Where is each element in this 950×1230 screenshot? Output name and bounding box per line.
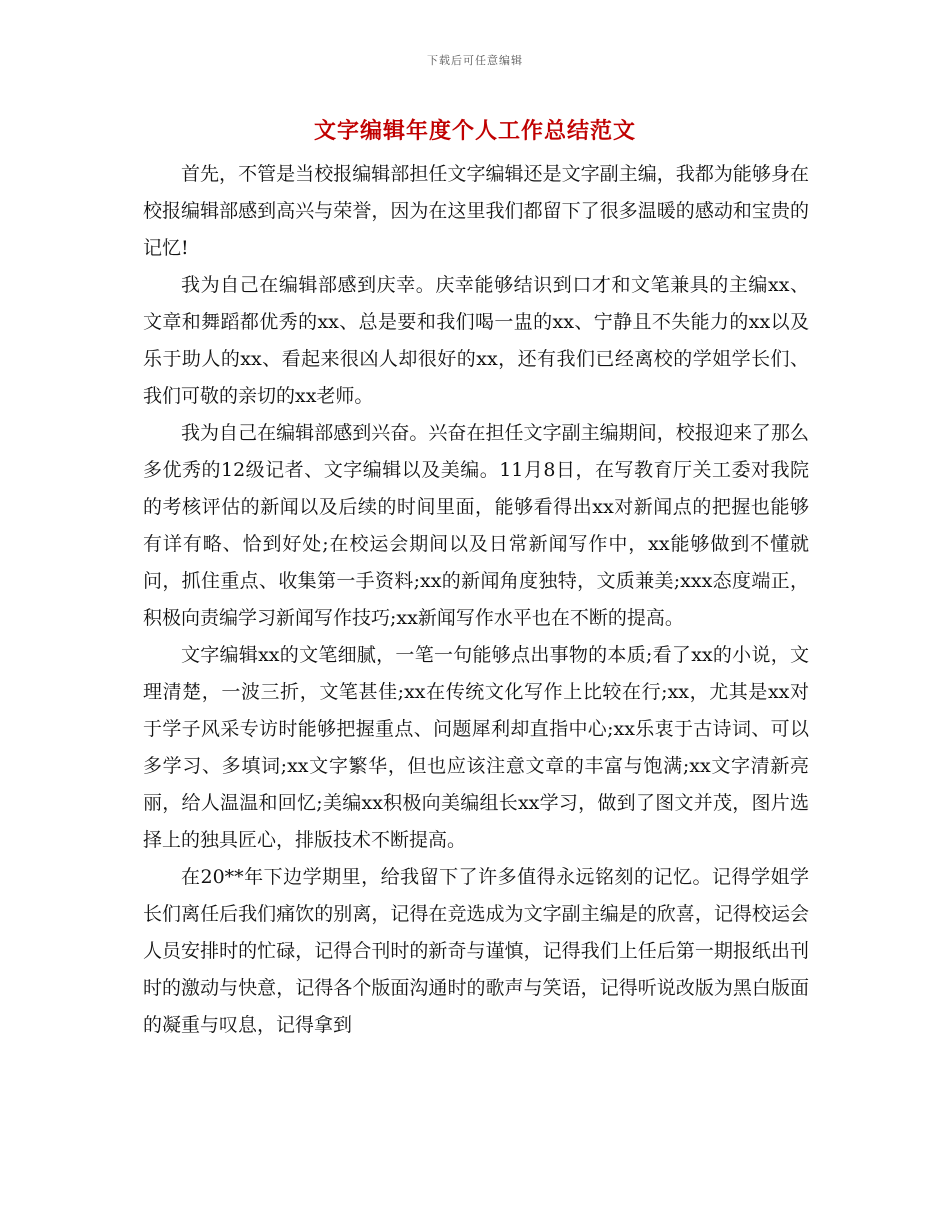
paragraph: 首先，不管是当校报编辑部担任文字编辑还是文字副主编，我都为能够身在校报编辑部感到高兴与荣誉，因为在这里我们都留下了很多温暖的感动和宝贵的记忆!	[143, 163, 809, 259]
paragraph: 在20**年下边学期里，给我留下了许多值得永远铭刻的记忆。记得学姐学长们离任后我们痛饮的别离，记得在竞选成为文字副主编是的欣喜，记得校运会人员安排时的忙碌，记得合刊时的新奇与谨慎，记得我们上任后第一期报纸出刊时的激动与快意，记得各个版面沟通时的歌声与笑语，记得听说改版为黑白版面的凝重与叹息，记得拿到	[143, 866, 809, 1036]
paragraph: 文字编辑xx的文笔细腻，一笔一句能够点出事物的本质;看了xx的小说，文理清楚，一波三折，文笔甚佳;xx在传统文化写作上比较在行;xx，尤其是xx对于学子风采专访时能够把握重点、问题犀利却直指中心;xx乐衷于古诗词、可以多学习、多填词;xx文字繁华，但也应该注意文章的丰富与饱满;xx文字清新亮丽，给人温温和回忆;美编xx积极向美编组长xx学习，做到了图文并茂，图片选择上的独具匠心，排版技术不断提高。	[143, 644, 809, 851]
paragraph: 我为自己在编辑部感到兴奋。兴奋在担任文字副主编期间，校报迎来了那么多优秀的12级记者、文字编辑以及美编。11月8日，在写教育厅关工委对我院的考核评估的新闻以及后续的时间里面，能够看得出xx对新闻点的把握也能够有详有略、恰到好处;在校运会期间以及日常新闻写作中，xx能够做到不懂就问，抓住重点、收集第一手资料;xx的新闻角度独特，文质兼美;xxx态度端正，积极向责编学习新闻写作技巧;xx新闻写作水平也在不断的提高。	[143, 422, 809, 629]
paragraph: 我为自己在编辑部感到庆幸。庆幸能够结识到口才和文笔兼具的主编xx、文章和舞蹈都优秀的xx、总是要和我们喝一盅的xx、宁静且不失能力的xx以及乐于助人的xx、看起来很凶人却很好的xx，还有我们已经离校的学姐学长们、我们可敬的亲切的xx老师。	[143, 274, 809, 407]
header-note: 下载后可任意编辑	[427, 54, 523, 67]
document-title: 文字编辑年度个人工作总结范文	[313, 119, 636, 144]
document-body	[143, 156, 809, 1044]
